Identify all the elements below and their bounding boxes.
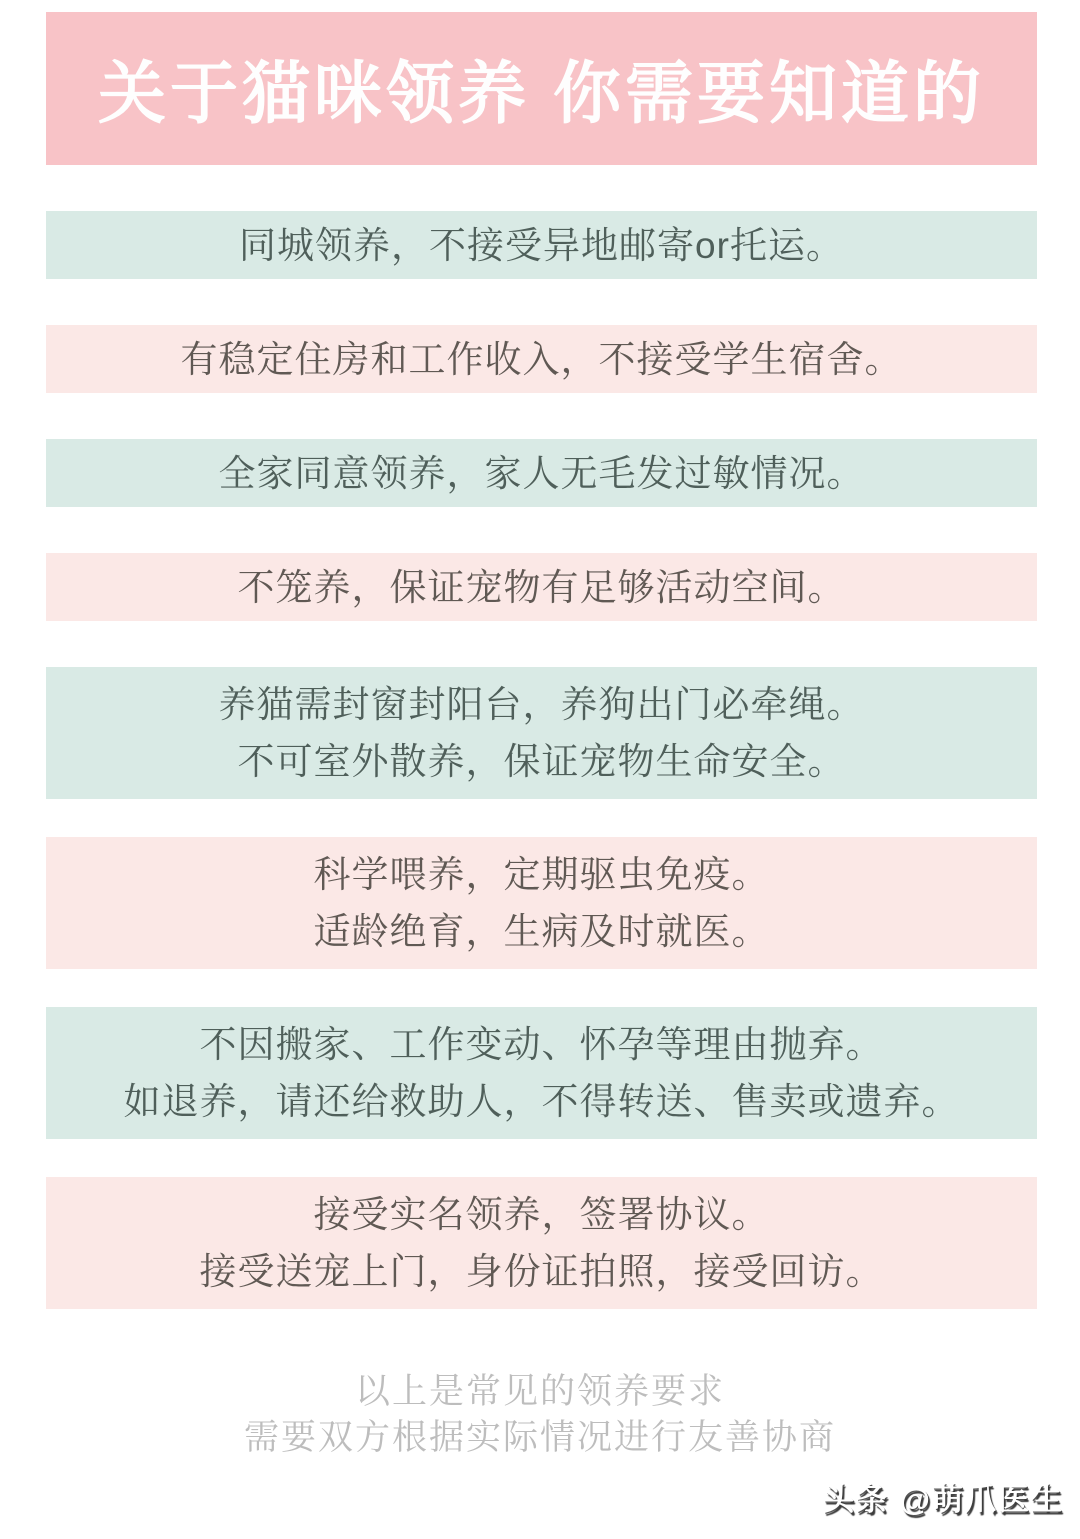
rule-line: 同城领养，不接受异地邮寄or托运。 — [239, 224, 844, 266]
rule-line: 不因搬家、工作变动、怀孕等理由抛弃。 — [199, 1024, 884, 1065]
rule-line: 养猫需封窗封阳台，养狗出门必牵绳。 — [218, 684, 865, 725]
rule-line: 适龄绝育，生病及时就医。 — [313, 911, 770, 952]
page-title: 关于猫咪领养 你需要知道的 — [98, 56, 985, 132]
rule-line: 科学喂养，定期驱虫免疫。 — [313, 854, 770, 895]
rule-bar — [46, 667, 1037, 799]
rule-bar — [46, 553, 1037, 621]
toutiao-watermark: 头条 @萌爪医生 — [823, 1482, 1064, 1517]
page-title-banner — [46, 12, 1037, 165]
rule-line: 接受送宠上门，身份证拍照，接受回访。 — [199, 1251, 884, 1292]
rule-line: 全家同意领养，家人无毛发过敏情况。 — [218, 452, 865, 494]
rule-line: 不可室外散养，保证宠物生命安全。 — [237, 741, 846, 782]
rule-bar — [46, 1177, 1037, 1309]
rule-bar — [46, 325, 1037, 393]
rule-bar — [46, 837, 1037, 969]
footer-line-2: 需要双方根据实际情况进行友善协商 — [243, 1418, 836, 1457]
rule-bar — [46, 439, 1037, 507]
rule-line: 接受实名领养，签署协议。 — [313, 1194, 770, 1235]
rule-line: 有稳定住房和工作收入，不接受学生宿舍。 — [180, 338, 903, 380]
rule-line: 如退养，请还给救助人，不得转送、售卖或遗弃。 — [123, 1081, 960, 1122]
adoption-rules-list — [46, 211, 1037, 1309]
rule-bar — [46, 1007, 1037, 1139]
footer-note — [0, 1369, 1080, 1461]
footer-line-1: 以上是常见的领养要求 — [354, 1372, 725, 1411]
rule-bar — [46, 211, 1037, 279]
rule-line: 不笼养，保证宠物有足够活动空间。 — [237, 566, 846, 608]
